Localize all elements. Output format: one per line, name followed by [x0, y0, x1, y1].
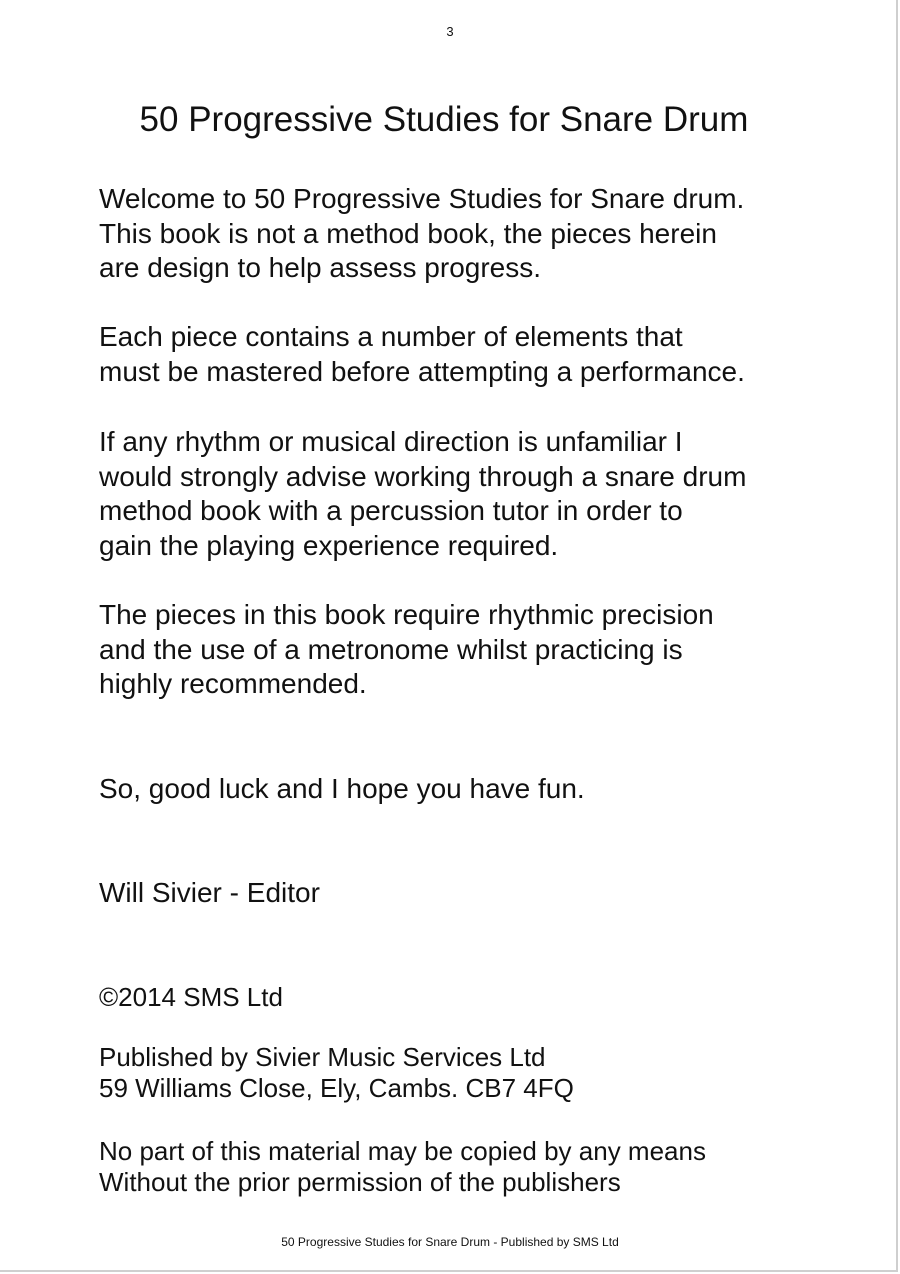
text-line: Welcome to 50 Progressive Studies for Snare drum. [99, 183, 745, 214]
advice-paragraph [99, 425, 746, 563]
text-line: No part of this material may be copied by any means [99, 1136, 706, 1166]
text-line: So, good luck and I hope you have fun. [99, 773, 585, 804]
text-line: Each piece contains a number of elements that [99, 321, 683, 352]
page-number: 3 [446, 24, 454, 39]
copyright-notice [99, 980, 283, 1015]
text-line: are design to help assess progress. [99, 252, 542, 283]
welcome-paragraph [99, 182, 744, 286]
text-line: would strongly advise working through a snare drum [99, 460, 747, 492]
text-line: gain the playing experience required. [99, 529, 559, 561]
rights-notice [99, 1136, 706, 1198]
text-line: ©2014 SMS Ltd [99, 982, 283, 1012]
text-line: method book with a percussion tutor in order to [99, 495, 683, 526]
text-line: must be mastered before attempting a performance. [99, 355, 745, 387]
text-line: and the use of a metronome whilst practicing is [99, 633, 683, 665]
elements-paragraph [99, 320, 745, 389]
text-line: If any rhythm or musical direction is unfamiliar I [99, 426, 683, 457]
page-title: 50 Progressive Studies for Snare Drum [139, 100, 749, 139]
publisher-address [99, 1042, 574, 1104]
text-line: Published by Sivier Music Services Ltd [99, 1042, 546, 1072]
text-line: Without the prior permission of the publishers [99, 1167, 621, 1197]
text-line: highly recommended. [99, 668, 367, 699]
page-footer: 50 Progressive Studies for Snare Drum - Published by SMS Ltd [281, 1235, 619, 1249]
text-line: Will Sivier - Editor [99, 877, 320, 908]
text-line: 59 Williams Close, Ely, Cambs. CB7 4FQ [99, 1073, 574, 1103]
text-line: This book is not a method book, the pieces herein [99, 217, 717, 249]
editor-signature [99, 876, 320, 911]
good-luck-paragraph [99, 772, 585, 807]
text-line: The pieces in this book require rhythmic precision [99, 599, 714, 630]
metronome-paragraph [99, 598, 714, 702]
